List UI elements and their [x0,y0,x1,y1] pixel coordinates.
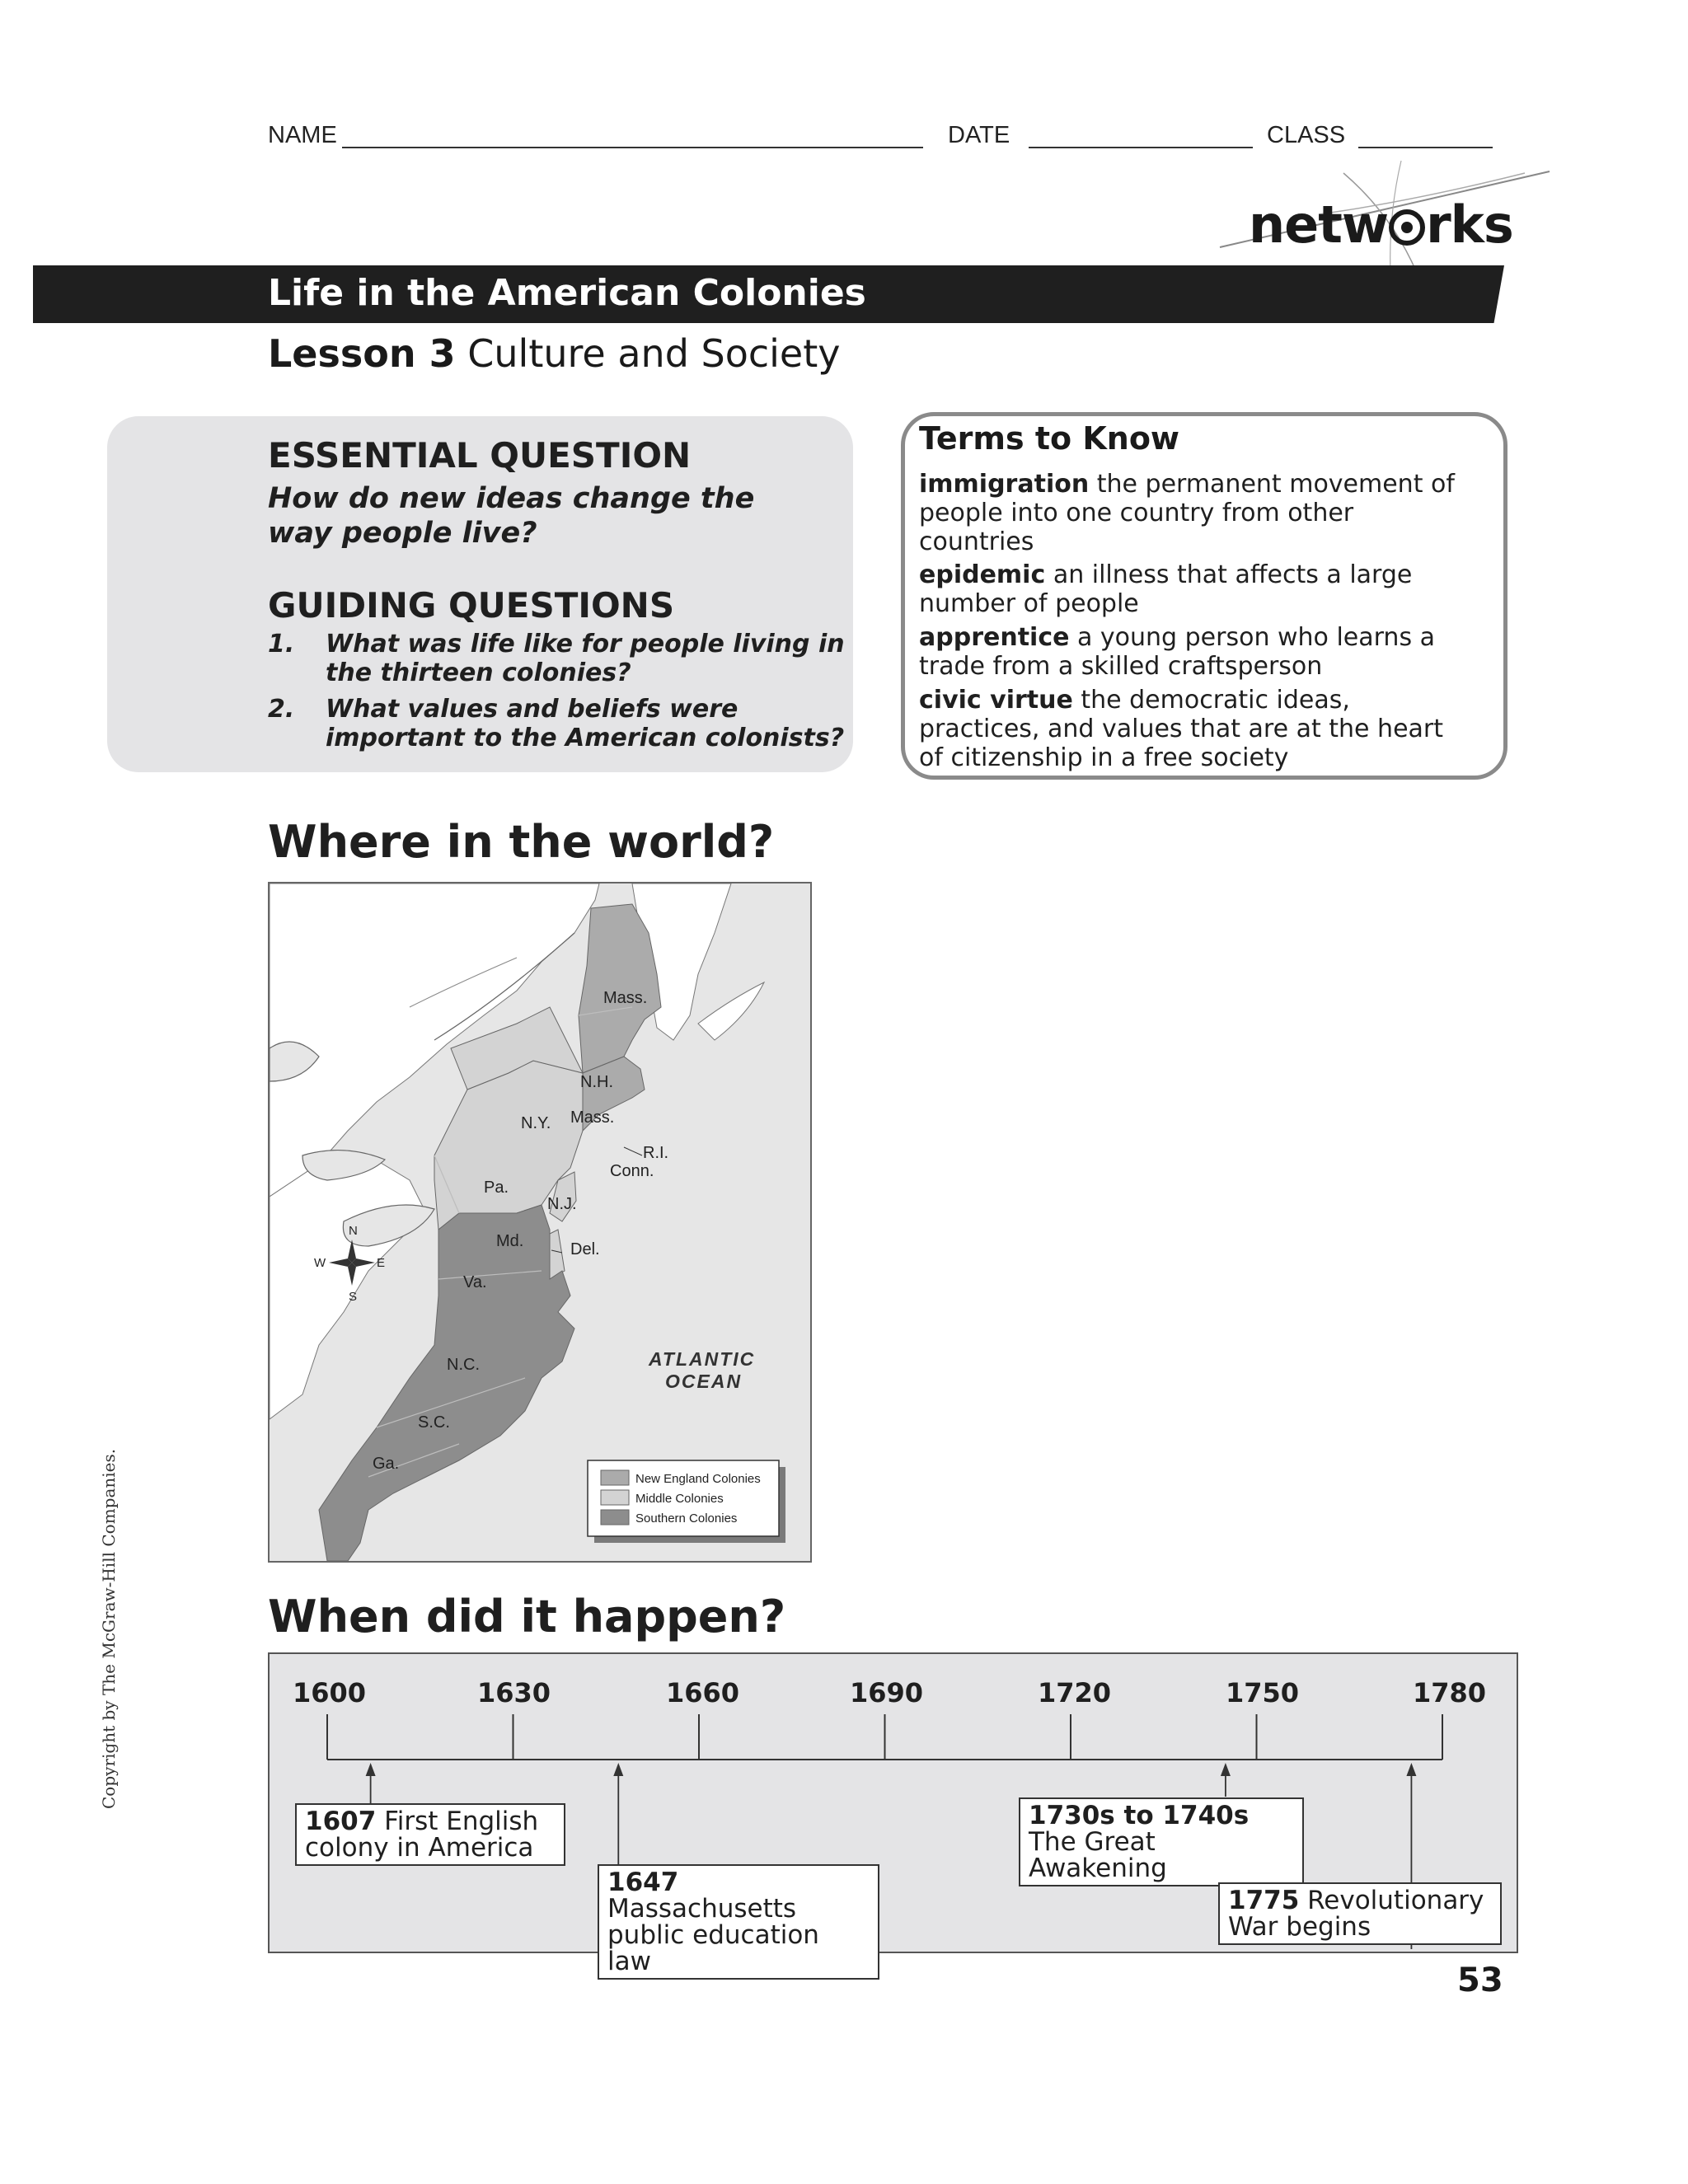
timeline-event-great-awakening: 1730s to 1740s The Great Awakening [1019,1797,1304,1886]
svg-text:Southern Colonies: Southern Colonies [635,1511,738,1526]
lesson-number: Lesson 3 [268,331,456,376]
guiding-question-2-number: 2. [268,695,295,724]
ocean-label-1: ATLANTIC [649,1348,756,1370]
term-epidemic: epidemic an illness that affects a large number of people [919,560,1413,618]
label-nc: N.C. [447,1356,480,1374]
label-del: Del. [570,1240,600,1258]
colonies-map-svg [270,883,810,1561]
timeline-year-1720: 1720 [1038,1677,1112,1708]
label-ny: N.Y. [521,1114,551,1132]
essential-question-text: How do new ideas change the way people live? [268,482,755,550]
when-heading: When did it happen? [268,1591,786,1643]
timeline-arrow-0 [366,1763,376,1803]
lesson-name: Culture and Society [467,331,841,376]
page-number: 53 [1457,1961,1503,1999]
term-apprentice: apprentice a young person who learns a trade from a skilled craftsperson [919,623,1435,681]
label-conn: Conn. [610,1162,654,1180]
term-immigration: immigration the permanent movement of people into one country from other countries [919,470,1455,556]
networks-logo: netw rks [1249,194,1513,255]
class-label: CLASS [1267,122,1346,148]
label-sc: S.C. [418,1413,450,1432]
name-label: NAME [268,122,337,148]
svg-text:S: S [349,1290,358,1304]
timeline-event-1607: 1607 First English colony in America [295,1803,565,1866]
timeline-year-1630: 1630 [477,1677,551,1708]
unit-title: Life in the American Colonies [268,272,866,314]
timeline-year-1750: 1750 [1226,1677,1300,1708]
map-legend [588,1460,785,1543]
label-ga: Ga. [373,1455,400,1473]
label-nh: N.H. [580,1073,613,1091]
date-field[interactable] [1029,147,1253,148]
label-mass: Mass. [570,1108,615,1127]
date-label: DATE [948,122,1010,148]
label-mass-north: Mass. [603,989,648,1007]
svg-text:N: N [349,1224,358,1238]
terms-heading: Terms to Know [919,420,1180,457]
logo-o-icon [1389,209,1425,246]
ocean-label-2: OCEAN [665,1371,743,1392]
label-ri: R.I. [643,1144,669,1162]
colonies-map [268,882,812,1563]
class-field[interactable] [1358,147,1493,148]
svg-text:W: W [314,1256,326,1270]
timeline-year-1690: 1690 [850,1677,924,1708]
timeline-event-1775: 1775 Revolutionary War begins [1218,1882,1502,1945]
label-md: Md. [496,1232,524,1250]
timeline-year-1780: 1780 [1413,1677,1487,1708]
term-civic-virtue: civic virtue the democratic ideas, practices, and values that are at the heart of citizenship in a free society [919,686,1444,772]
guiding-question-1-number: 1. [268,630,295,658]
label-pa: Pa. [484,1179,509,1197]
timeline-event-1647: 1647 Massachusetts public education law [598,1864,879,1980]
timeline-year-1600: 1600 [293,1677,367,1708]
label-nj: N.J. [547,1195,577,1213]
label-va: Va. [463,1273,487,1291]
svg-text:New England Colonies: New England Colonies [635,1472,761,1486]
timeline-year-1660: 1660 [666,1677,740,1708]
guiding-question-2: What values and beliefs were important to the American colonists? [326,695,845,752]
lesson-title [268,331,841,376]
svg-text:E: E [377,1256,386,1270]
timeline-arrow-2 [1221,1763,1231,1797]
where-heading: Where in the world? [268,816,775,868]
copyright-notice: Copyright by The McGraw-Hill Companies. [99,1448,119,1809]
guiding-questions-heading: GUIDING QUESTIONS [268,585,675,626]
essential-question-heading: ESSENTIAL QUESTION [268,435,692,476]
name-field[interactable] [342,147,923,148]
svg-text:Middle Colonies: Middle Colonies [635,1492,724,1506]
guiding-question-1: What was life like for people living in the thirteen colonies? [326,630,845,687]
